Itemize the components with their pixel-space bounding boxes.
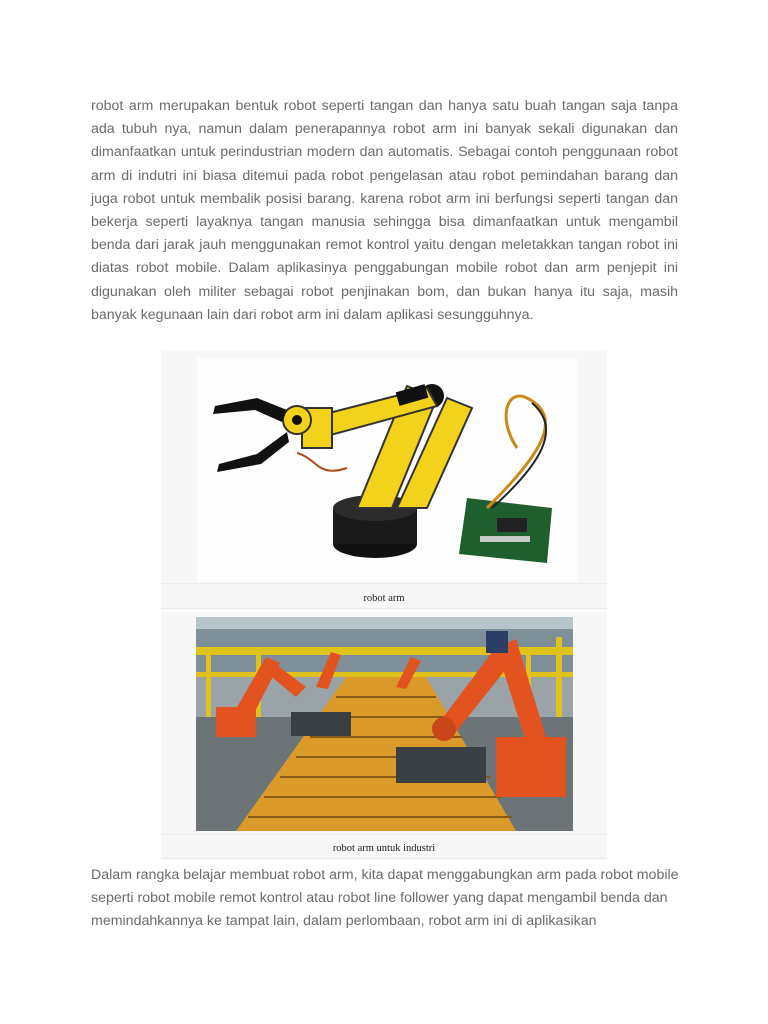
robot-arm-image [197,358,577,582]
figure-caption: robot arm [363,593,405,604]
figure-industrial-robot [161,612,607,860]
paragraph-continued: Dalam rangka belajar membuat robot arm, kita dapat menggabungkan arm pada robot mobile seperti robot mobile remot kontrol atau robot line follower yang dapat mengambil benda dan memindahkannya ke tampat lain, dalam perlombaan, robot arm ini di aplikasikan [91,867,679,930]
figure-caption: robot arm untuk industri [332,843,436,854]
figure-robot-arm [161,350,607,610]
industrial-robot-image [196,617,573,831]
paragraph-intro: robot arm merupakan bentuk robot seperti tangan dan hanya satu buah tangan saja tanpa ada tubuh nya, namun dalam penerapannya robot arm ini banyak sekali digunakan dan dimanfaatkan untuk perindustrian modern dan automatis. Sebagai contoh penggunaan robot arm di indutri ini biasa ditemui pada robot pengelasan atau robot pemindahan barang dan juga robot untuk membalik posisi barang. karena robot arm ini berfungsi seperti tangan dan bekerja seperti layaknya tangan manusia sehingga bisa dimanfaatkan untuk mengambil benda dari jarak jauh menggunakan remot kontrol yaitu dengan meletakkan tangan robot ini diatas robot mobile. Dalam aplikasinya penggabungan mobile robot dan arm penjepit ini digunakan oleh militer sebagai robot penjinakan bom, dan bukan hanya itu saja, masih banyak kegunaan lain dari robot arm ini dalam aplikasi sesungguhnya. [91,98,678,323]
